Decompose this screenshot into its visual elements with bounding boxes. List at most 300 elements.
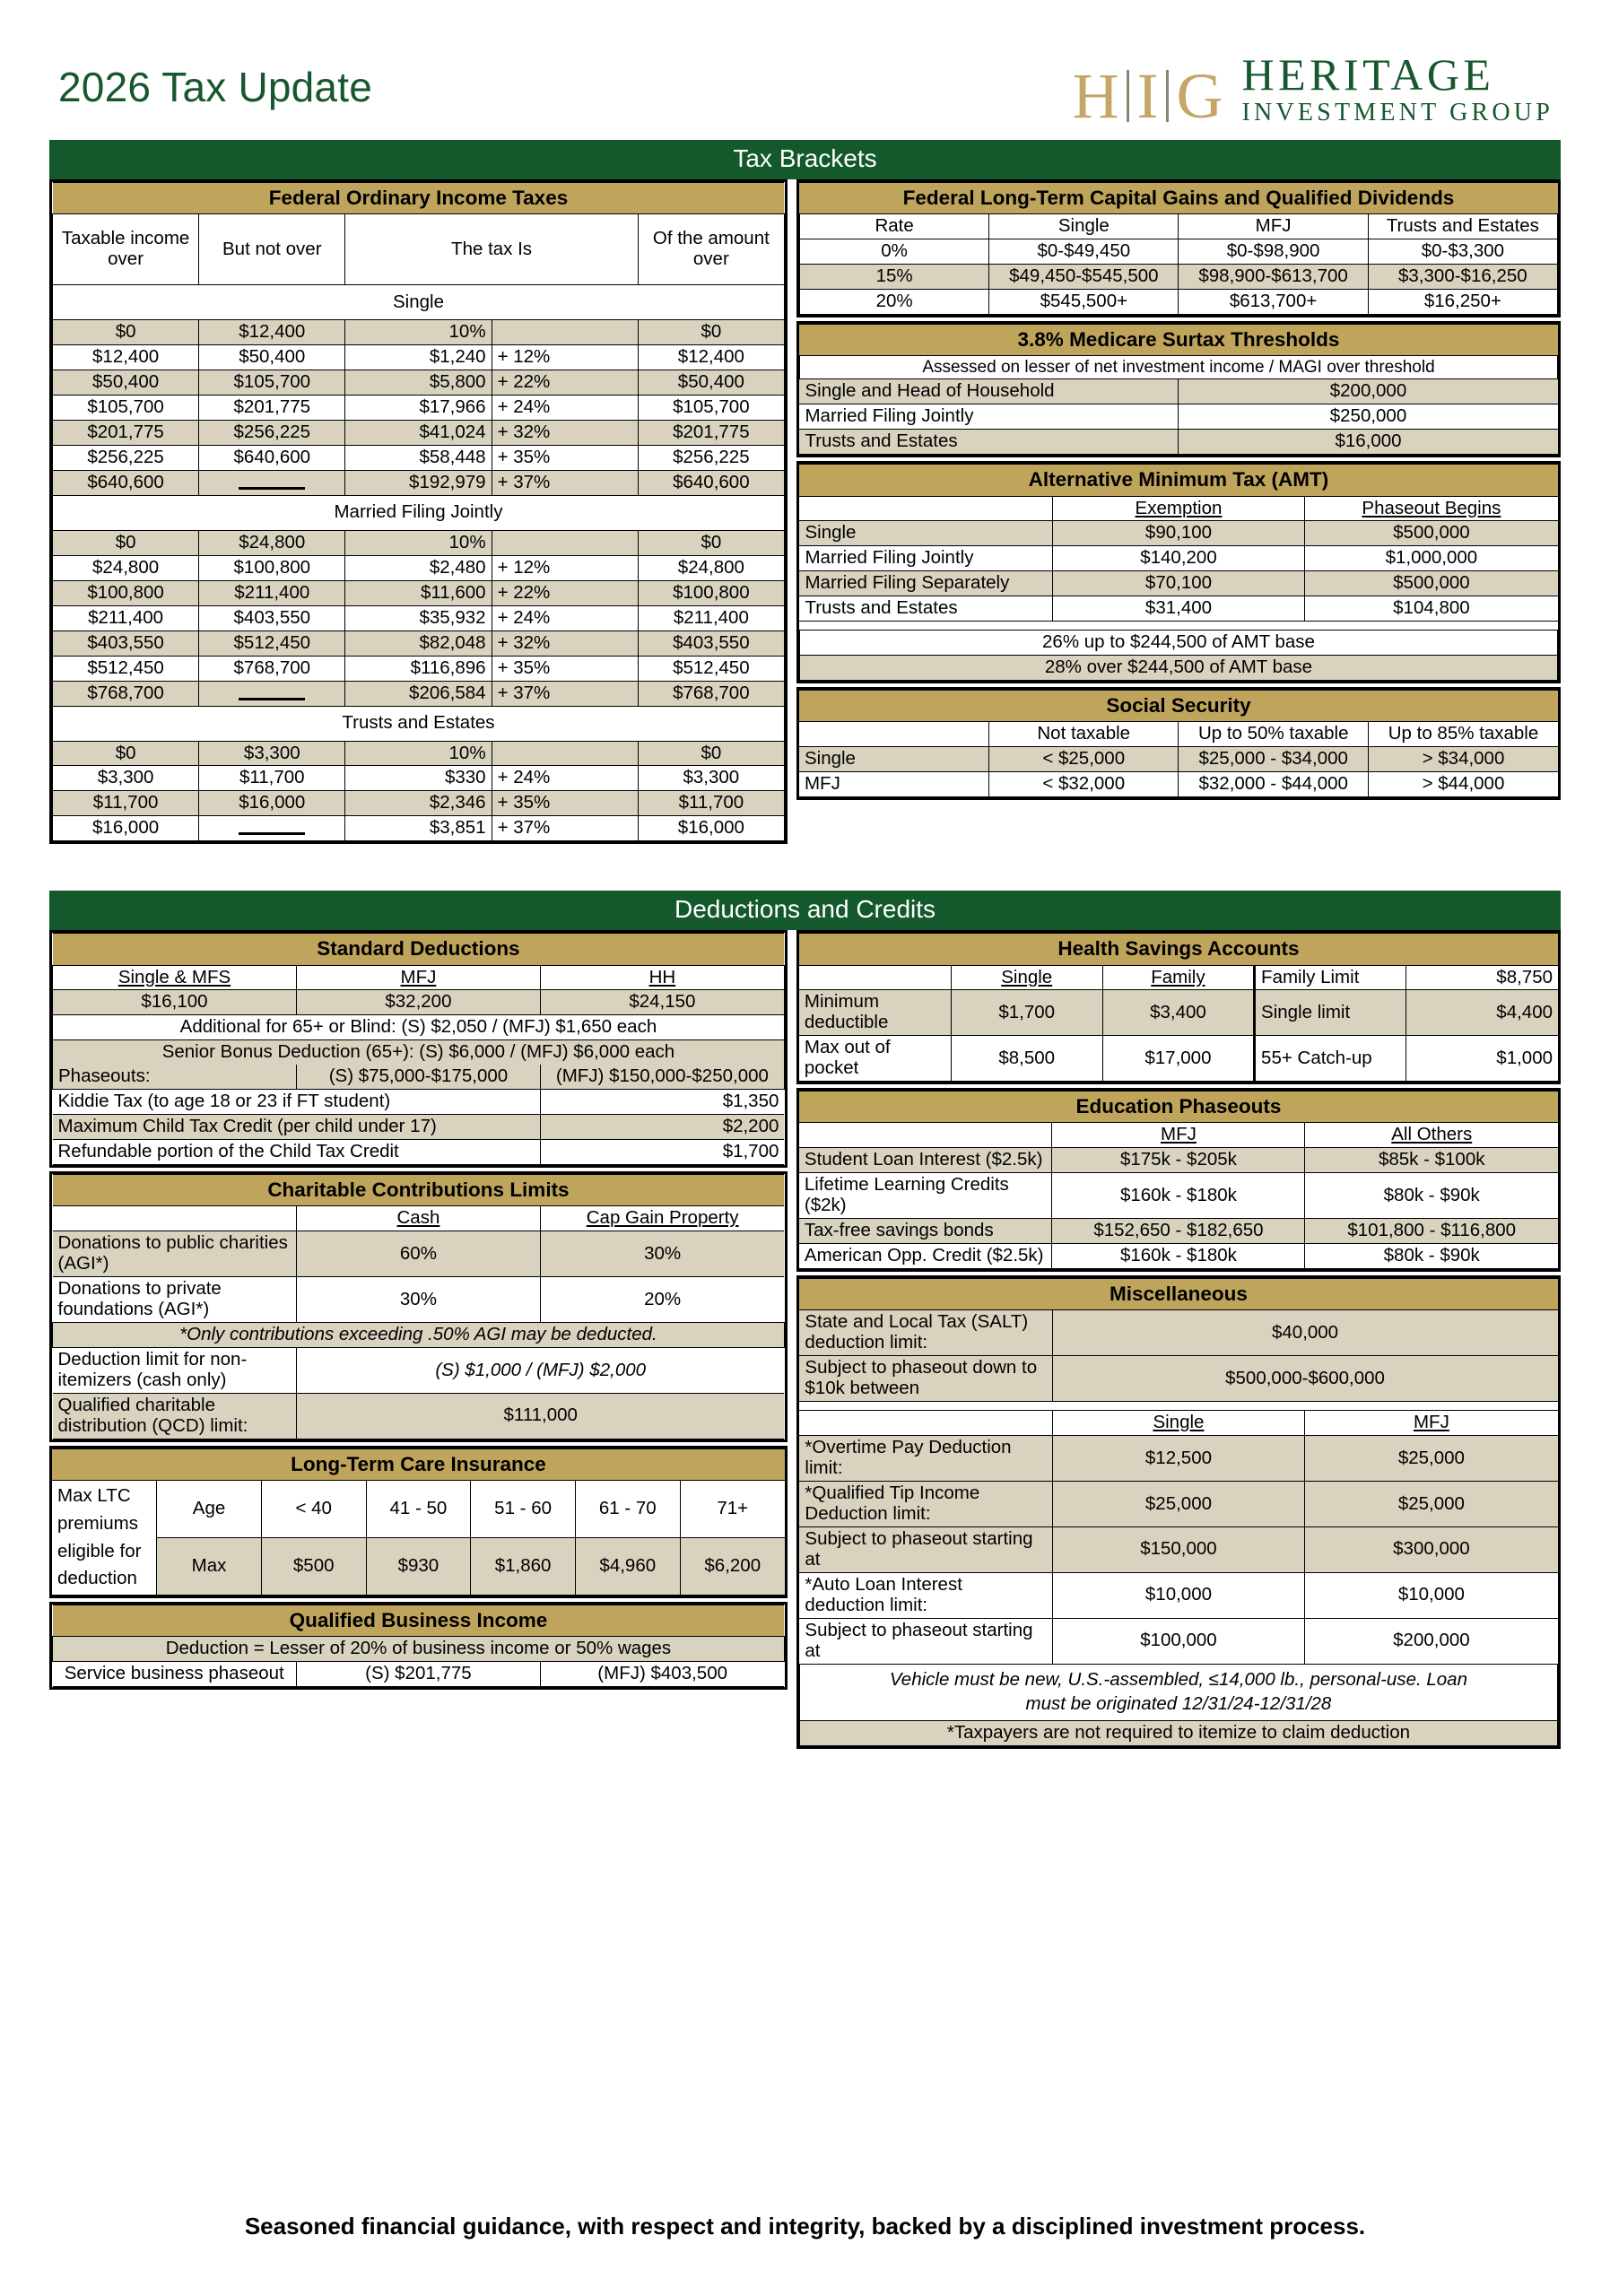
ltc-max-value: $4,960 <box>575 1538 680 1596</box>
group-label-single: Single <box>53 285 785 320</box>
logo-name-secondary: INVESTMENT GROUP <box>1241 99 1553 126</box>
cell-tax-base: $17,966 <box>345 396 492 421</box>
salt-label: State and Local Tax (SALT) deduction limit: <box>799 1310 1052 1356</box>
cell-amount-over: $12,400 <box>638 345 784 370</box>
misc-mfj-value: $300,000 <box>1305 1526 1558 1572</box>
federal-ordinary-income-table <box>49 179 788 844</box>
table-row <box>799 290 1557 315</box>
cell-rate: 20% <box>799 290 988 315</box>
cell-tax-base: $116,896 <box>345 656 492 681</box>
hsa-row-label: Max out of pocket <box>799 1036 951 1082</box>
table-row <box>53 1140 785 1165</box>
hsa-family-value: $3,400 <box>1102 990 1254 1036</box>
em-dash-icon <box>239 687 305 700</box>
page-title: 2026 Tax Update <box>58 64 372 110</box>
cell-but-not-over: $201,775 <box>199 396 345 421</box>
table-row <box>53 396 785 421</box>
hsa-limit-value: $1,000 <box>1406 1036 1558 1082</box>
col-header-cap-gain-property: Cap Gain Property <box>586 1207 739 1229</box>
education-mfj-value: $160k - $180k <box>1052 1173 1305 1219</box>
cell-but-not-over: $50,400 <box>199 345 345 370</box>
cell-tax-rate: + 24% <box>492 766 638 791</box>
cell-50-taxable: $32,000 - $44,000 <box>1179 772 1369 797</box>
cell-mfj: $0-$98,900 <box>1179 239 1368 265</box>
table-row <box>799 1173 1558 1219</box>
cell-50-taxable: $25,000 - $34,000 <box>1179 747 1369 772</box>
miscellaneous-table <box>796 1275 1561 1748</box>
table-row <box>799 404 1557 430</box>
cell-amount-over: $16,000 <box>638 816 784 841</box>
amt-note-26: 26% up to $244,500 of AMT base <box>799 631 1557 656</box>
ltc-age-band: 41 - 50 <box>366 1481 471 1538</box>
table-row <box>53 370 785 396</box>
cell-tax-base: $5,800 <box>345 370 492 396</box>
charitable-contributions-table <box>49 1171 788 1442</box>
cell-std-hh: $24,150 <box>540 990 784 1015</box>
education-other-value: $85k - $100k <box>1305 1148 1558 1173</box>
cell-but-not-over: $768,700 <box>199 656 345 681</box>
table-row <box>53 1231 785 1277</box>
cell-tax-base: $35,932 <box>345 605 492 631</box>
cell-tax-base: $330 <box>345 766 492 791</box>
cell-not-taxable: < $25,000 <box>988 747 1179 772</box>
cell-but-not-over: $16,000 <box>199 791 345 816</box>
cell-tax-rate: + 24% <box>492 396 638 421</box>
education-item-label: Lifetime Learning Credits ($2k) <box>799 1173 1052 1219</box>
qcd-label: Qualified charitable distribution (QCD) limit: <box>53 1393 297 1439</box>
table-row <box>53 816 785 841</box>
table-row <box>53 345 785 370</box>
table-row <box>53 681 785 706</box>
cell-tax-base: 10% <box>345 320 492 345</box>
misc-item-label: *Overtime Pay Deduction limit: <box>799 1436 1052 1482</box>
cell-85-taxable: > $44,000 <box>1368 772 1558 797</box>
cell-tax-rate: + 35% <box>492 656 638 681</box>
misc-mfj-value: $25,000 <box>1305 1436 1558 1482</box>
senior-bonus-note: Senior Bonus Deduction (65+): (S) $6,000 / (MFJ) $6,000 each <box>53 1040 785 1065</box>
cell-amount-over: $24,800 <box>638 555 784 580</box>
table-row <box>53 320 785 345</box>
table-row <box>53 580 785 605</box>
cell-std-mfj: $32,200 <box>296 990 540 1015</box>
amt-table <box>796 461 1561 683</box>
table-row <box>799 1482 1557 1527</box>
section-title-amt: Alternative Minimum Tax (AMT) <box>799 465 1557 496</box>
cell-income-over: $3,300 <box>53 766 199 791</box>
table-row <box>53 605 785 631</box>
col-header-family: Family <box>1151 966 1205 987</box>
education-mfj-value: $152,650 - $182,650 <box>1052 1219 1305 1244</box>
table-row <box>799 1244 1558 1269</box>
cell-amount-over: $0 <box>638 741 784 766</box>
cell-trusts: $16,250+ <box>1368 290 1557 315</box>
vehicle-note-line2: must be originated 12/31/24-12/31/28 <box>799 1692 1557 1720</box>
cell-filing-status: Married Filing Separately <box>799 571 1052 596</box>
table-row <box>53 1348 785 1394</box>
col-header-exemption: Exemption <box>1135 497 1223 518</box>
hsa-limit-label: Family Limit <box>1255 965 1406 990</box>
cell-but-not-over: $512,450 <box>199 631 345 656</box>
salt-phaseout-value: $500,000-$600,000 <box>1052 1356 1557 1402</box>
cell-amount-over: $201,775 <box>638 421 784 446</box>
table-row <box>799 1572 1557 1618</box>
cell-income-over: $211,400 <box>53 605 199 631</box>
table-row <box>53 656 785 681</box>
phaseouts-mfj-value: (MFJ) $150,000-$250,000 <box>540 1065 784 1089</box>
cell-tax-base: $206,584 <box>345 681 492 706</box>
ltc-max-value: $1,860 <box>471 1538 576 1596</box>
cell-tax-rate <box>492 320 638 345</box>
cell-filing-status: Trusts and Estates <box>799 430 1179 455</box>
cell-but-not-over: $403,550 <box>199 605 345 631</box>
cell-tax-base: 10% <box>345 741 492 766</box>
education-mfj-value: $160k - $180k <box>1052 1244 1305 1269</box>
table-row <box>799 1356 1557 1402</box>
cell-but-not-over: $256,225 <box>199 421 345 446</box>
misc-mfj-value: $25,000 <box>1305 1482 1558 1527</box>
additional-65-blind-note: Additional for 65+ or Blind: (S) $2,050 / (MFJ) $1,650 each <box>53 1015 785 1040</box>
cell-income-over: $640,600 <box>53 470 199 495</box>
cell-income-over: $0 <box>53 741 199 766</box>
itemize-note: *Taxpayers are not required to itemize to claim deduction <box>799 1720 1557 1745</box>
hsa-table <box>796 930 1561 1084</box>
cell-but-not-over: $640,600 <box>199 445 345 470</box>
cell-tax-base: $2,480 <box>345 555 492 580</box>
table-row <box>52 1538 785 1596</box>
misc-item-label: *Auto Loan Interest deduction limit: <box>799 1572 1052 1618</box>
table-row <box>53 1115 785 1140</box>
logo-monogram <box>1072 59 1223 132</box>
salt-phaseout-label: Subject to phaseout down to $10k between <box>799 1356 1052 1402</box>
cell-but-not-over <box>199 816 345 841</box>
cell-single: $49,450-$545,500 <box>989 265 1179 290</box>
cell-tax-base: 10% <box>345 530 492 555</box>
cell-tax-base: $82,048 <box>345 631 492 656</box>
cell-not-taxable: < $32,000 <box>988 772 1179 797</box>
cell-filing-status: Married Filing Jointly <box>799 404 1179 430</box>
cell-mfj: $98,900-$613,700 <box>1179 265 1368 290</box>
em-dash-icon <box>239 822 305 835</box>
cell-tax-base: $11,600 <box>345 580 492 605</box>
qbi-phaseout-label: Service business phaseout <box>53 1662 297 1687</box>
ltc-max-header: Max <box>157 1538 262 1596</box>
child-tax-credit-value: $2,200 <box>540 1115 784 1140</box>
cell-income-over: $100,800 <box>53 580 199 605</box>
misc-item-label: Subject to phaseout starting at <box>799 1618 1052 1664</box>
cell-tax-rate: + 35% <box>492 791 638 816</box>
cell-tax-base: $1,240 <box>345 345 492 370</box>
cell-threshold: $250,000 <box>1179 404 1558 430</box>
cell-exemption: $140,200 <box>1052 546 1305 571</box>
cell-income-over: $24,800 <box>53 555 199 580</box>
cell-filing-status: Single and Head of Household <box>799 379 1179 404</box>
cell-tax-rate: + 22% <box>492 580 638 605</box>
non-itemizer-value: (S) $1,000 / (MFJ) $2,000 <box>296 1348 784 1394</box>
cell-tax-rate: + 22% <box>492 370 638 396</box>
col-header-single: Single <box>1001 966 1053 987</box>
table-row <box>799 430 1557 455</box>
qcd-value: $111,000 <box>296 1393 784 1439</box>
cell-amount-over: $0 <box>638 530 784 555</box>
table-row <box>53 1090 785 1115</box>
misc-item-label: Subject to phaseout starting at <box>799 1526 1052 1572</box>
cell-but-not-over: $11,700 <box>199 766 345 791</box>
cell-tax-rate <box>492 741 638 766</box>
col-header-up-to-50: Up to 50% taxable <box>1179 722 1369 747</box>
table-row <box>53 791 785 816</box>
section-title-hsa: Health Savings Accounts <box>799 934 1558 965</box>
kiddie-tax-value: $1,350 <box>540 1090 784 1115</box>
col-header-mfj: MFJ <box>1413 1412 1449 1433</box>
section-title-qbi: Qualified Business Income <box>53 1605 785 1637</box>
deductions-left-column <box>49 930 788 1690</box>
col-header-mfj: MFJ <box>1161 1124 1197 1145</box>
ltc-max-value: $500 <box>261 1538 366 1596</box>
charitable-footnote: *Only contributions exceeding .50% AGI may be deducted. <box>53 1323 785 1348</box>
col-header-up-to-85: Up to 85% taxable <box>1368 722 1558 747</box>
tax-brackets-banner: Tax Brackets <box>49 140 1561 179</box>
table-row <box>799 772 1558 797</box>
cell-tax-base: $3,851 <box>345 816 492 841</box>
col-header-cash: Cash <box>396 1207 440 1229</box>
cell-phaseout: $500,000 <box>1305 521 1558 546</box>
col-header-single-mfs: Single & MFS <box>117 966 231 987</box>
cell-cash-pct: 60% <box>296 1231 540 1277</box>
hsa-row-label: Minimum deductible <box>799 990 951 1036</box>
capital-gains-table <box>796 179 1561 317</box>
misc-single-value: $25,000 <box>1052 1482 1305 1527</box>
qbi-formula: Deduction = Lesser of 20% of business income or 50% wages <box>53 1637 785 1662</box>
misc-single-value: $10,000 <box>1052 1572 1305 1618</box>
cell-phaseout: $1,000,000 <box>1305 546 1558 571</box>
education-mfj-value: $175k - $205k <box>1052 1148 1305 1173</box>
cell-filing-status: Single <box>799 521 1052 546</box>
section-title-standard-deductions: Standard Deductions <box>53 934 785 965</box>
table-row <box>799 1310 1557 1356</box>
logo-divider-bar <box>1166 70 1169 122</box>
education-item-label: American Opp. Credit ($2.5k) <box>799 1244 1052 1269</box>
cell-tax-rate: + 37% <box>492 470 638 495</box>
hsa-limit-label: Single limit <box>1255 990 1406 1036</box>
non-itemizer-label: Deduction limit for non-itemizers (cash only) <box>53 1348 297 1394</box>
cell-but-not-over: $24,800 <box>199 530 345 555</box>
cell-income-over: $403,550 <box>53 631 199 656</box>
cell-tax-base: $58,448 <box>345 445 492 470</box>
tax-brackets-right-column <box>796 179 1561 800</box>
cell-but-not-over: $3,300 <box>199 741 345 766</box>
tax-brackets-section <box>49 140 1561 844</box>
cell-but-not-over: $100,800 <box>199 555 345 580</box>
logo-name-primary: HERITAGE <box>1241 49 1495 100</box>
cell-income-over: $0 <box>53 530 199 555</box>
cell-threshold: $200,000 <box>1179 379 1558 404</box>
logo-letter-i: I <box>1136 59 1158 132</box>
table-row <box>53 1393 785 1439</box>
cell-tax-base: $192,979 <box>345 470 492 495</box>
cell-amount-over: $105,700 <box>638 396 784 421</box>
ltc-age-header: Age <box>157 1481 262 1538</box>
section-title-medicare-surtax: 3.8% Medicare Surtax Thresholds <box>799 325 1557 356</box>
col-header-rate: Rate <box>799 214 988 239</box>
social-security-table <box>796 687 1561 800</box>
table-row <box>53 990 785 1015</box>
cell-income-over: $768,700 <box>53 681 199 706</box>
cell-tax-rate: + 32% <box>492 631 638 656</box>
section-title-education: Education Phaseouts <box>799 1091 1558 1123</box>
cell-income-over: $0 <box>53 320 199 345</box>
cell-mfj: $613,700+ <box>1179 290 1368 315</box>
section-title-social-security: Social Security <box>799 691 1558 722</box>
cell-amount-over: $0 <box>638 320 784 345</box>
logo-divider-bar <box>1127 70 1129 122</box>
refundable-ctc-value: $1,700 <box>540 1140 784 1165</box>
section-title-capital-gains: Federal Long-Term Capital Gains and Qualified Dividends <box>799 183 1557 214</box>
table-row <box>799 990 1558 1036</box>
col-header-the-tax-is: The tax Is <box>345 214 638 285</box>
cell-85-taxable: > $34,000 <box>1368 747 1558 772</box>
group-label-trusts-and-estates: Trusts and Estates <box>53 706 785 741</box>
cell-trusts: $3,300-$16,250 <box>1368 265 1557 290</box>
amt-note-28: 28% over $244,500 of AMT base <box>799 656 1557 681</box>
qbi-phaseout-mfj: (MFJ) $403,500 <box>540 1662 784 1687</box>
col-header-not-taxable: Not taxable <box>988 722 1179 747</box>
cell-phaseout: $104,800 <box>1305 596 1558 622</box>
education-phaseouts-table <box>796 1088 1561 1272</box>
cell-amount-over: $640,600 <box>638 470 784 495</box>
cell-filing-status: Single <box>799 747 989 772</box>
table-row <box>53 421 785 446</box>
cell-income-over: $201,775 <box>53 421 199 446</box>
col-header-hh: HH <box>648 966 676 987</box>
company-logo <box>1072 49 1561 135</box>
cell-amount-over: $256,225 <box>638 445 784 470</box>
cell-filing-status: MFJ <box>799 772 989 797</box>
education-other-value: $101,800 - $116,800 <box>1305 1219 1558 1244</box>
qbi-phaseout-single: (S) $201,775 <box>296 1662 540 1687</box>
kiddie-tax-label: Kiddie Tax (to age 18 or 23 if FT student) <box>53 1090 541 1115</box>
cell-exemption: $90,100 <box>1052 521 1305 546</box>
table-row <box>799 1036 1558 1082</box>
table-row <box>799 1526 1557 1572</box>
col-header-trusts-estates: Trusts and Estates <box>1368 214 1557 239</box>
table-row <box>799 747 1558 772</box>
standard-deductions-table <box>49 930 788 1168</box>
table-row <box>53 1065 785 1089</box>
cell-income-over: $16,000 <box>53 816 199 841</box>
ltc-label-line2: eligible for deduction <box>57 1540 142 1589</box>
em-dash-icon <box>239 476 305 490</box>
table-row <box>799 379 1557 404</box>
misc-single-value: $150,000 <box>1052 1526 1305 1572</box>
ltc-age-band: 51 - 60 <box>471 1481 576 1538</box>
cell-filing-status: Married Filing Jointly <box>799 546 1052 571</box>
cell-amount-over: $512,450 <box>638 656 784 681</box>
col-header-single: Single <box>989 214 1179 239</box>
hsa-family-value: $17,000 <box>1102 1036 1254 1082</box>
table-row <box>799 265 1557 290</box>
cell-capgain-pct: 30% <box>540 1231 784 1277</box>
cell-amount-over: $211,400 <box>638 605 784 631</box>
cell-tax-rate: + 32% <box>492 421 638 446</box>
cell-but-not-over: $105,700 <box>199 370 345 396</box>
col-header-but-not-over: But not over <box>199 214 345 285</box>
col-header-of-the-amount-over: Of the amount over <box>638 214 784 285</box>
table-row <box>799 571 1557 596</box>
cell-income-over: $12,400 <box>53 345 199 370</box>
table-row <box>53 555 785 580</box>
ltc-age-band: 61 - 70 <box>575 1481 680 1538</box>
group-label-married-filing-jointly: Married Filing Jointly <box>53 495 785 530</box>
cell-amount-over: $403,550 <box>638 631 784 656</box>
footer-tagline: Seasoned financial guidance, with respect and integrity, backed by a disciplined investment process. <box>244 2213 1366 2239</box>
cell-donation-type: Donations to private foundations (AGI*) <box>53 1277 297 1323</box>
table-row <box>799 1618 1557 1664</box>
education-item-label: Student Loan Interest ($2.5k) <box>799 1148 1052 1173</box>
cell-filing-status: Trusts and Estates <box>799 596 1052 622</box>
table-row <box>799 596 1557 622</box>
cell-but-not-over: $12,400 <box>199 320 345 345</box>
cell-single: $545,500+ <box>989 290 1179 315</box>
cell-amount-over: $768,700 <box>638 681 784 706</box>
cell-tax-rate: + 12% <box>492 555 638 580</box>
cell-tax-rate: + 35% <box>492 445 638 470</box>
cell-tax-rate <box>492 530 638 555</box>
cell-tax-rate: + 24% <box>492 605 638 631</box>
table-row <box>53 766 785 791</box>
cell-rate: 0% <box>799 239 988 265</box>
col-header-taxable-income-over: Taxable income over <box>53 214 199 285</box>
table-row <box>52 1481 785 1538</box>
qbi-table <box>49 1602 788 1690</box>
ltc-max-value: $6,200 <box>680 1538 785 1596</box>
medicare-surtax-table <box>796 321 1561 457</box>
hsa-single-value: $8,500 <box>951 1036 1102 1082</box>
phaseouts-label: Phaseouts: <box>53 1065 297 1089</box>
table-row <box>799 239 1557 265</box>
cell-income-over: $512,450 <box>53 656 199 681</box>
table-row <box>53 1277 785 1323</box>
ltc-label-line1: Max LTC premiums <box>57 1485 138 1534</box>
cell-capgain-pct: 20% <box>540 1277 784 1323</box>
table-row <box>53 631 785 656</box>
misc-item-label: *Qualified Tip Income Deduction limit: <box>799 1482 1052 1527</box>
table-row <box>53 470 785 495</box>
table-row <box>799 1436 1557 1482</box>
logo-letter-g: G <box>1176 59 1223 132</box>
vehicle-note-line1: Vehicle must be new, U.S.-assembled, ≤14,000 lb., personal-use. Loan <box>799 1664 1557 1692</box>
deductions-credits-banner: Deductions and Credits <box>49 891 1561 930</box>
cell-tax-rate: + 12% <box>492 345 638 370</box>
cell-amount-over: $11,700 <box>638 791 784 816</box>
medicare-surtax-note: Assessed on lesser of net investment income / MAGI over threshold <box>799 356 1557 379</box>
cell-amount-over: $100,800 <box>638 580 784 605</box>
misc-mfj-value: $200,000 <box>1305 1618 1558 1664</box>
logo-letter-h: H <box>1072 59 1118 132</box>
cell-amount-over: $50,400 <box>638 370 784 396</box>
cell-exemption: $70,100 <box>1052 571 1305 596</box>
col-header-mfj: MFJ <box>400 966 437 987</box>
cell-donation-type: Donations to public charities (AGI*) <box>53 1231 297 1277</box>
deductions-credits-section <box>49 891 1561 1748</box>
col-header-all-others: All Others <box>1391 1124 1473 1145</box>
table-row <box>799 546 1557 571</box>
cell-single: $0-$49,450 <box>989 239 1179 265</box>
col-header-single: Single <box>1153 1412 1205 1433</box>
education-other-value: $80k - $90k <box>1305 1173 1558 1219</box>
col-header-mfj: MFJ <box>1179 214 1368 239</box>
cell-income-over: $50,400 <box>53 370 199 396</box>
cell-tax-rate: + 37% <box>492 681 638 706</box>
